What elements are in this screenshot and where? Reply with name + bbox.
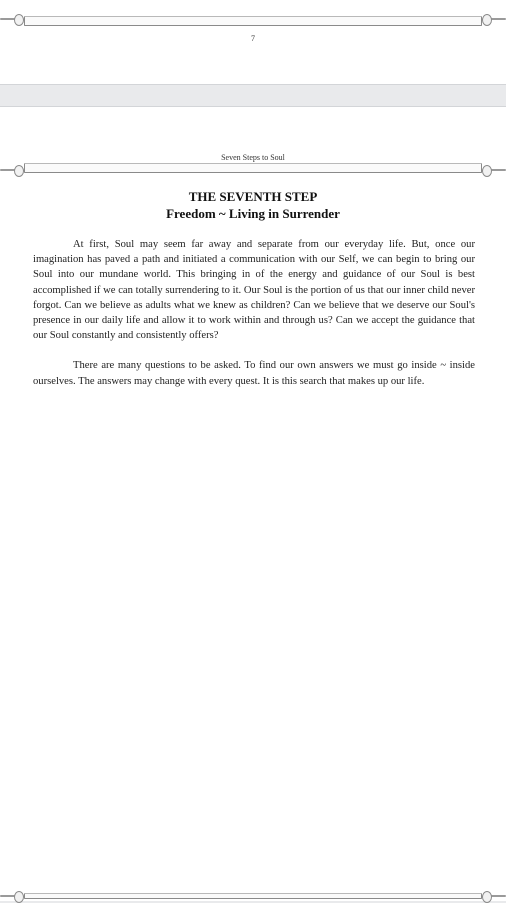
scroll-end-right-icon xyxy=(482,14,506,24)
header-rule xyxy=(24,16,482,26)
paragraph: At first, Soul may seem far away and separate from our everyday life. But, once our imagination has paved a path and initiated a communication with our Self, we can begin to bring our Soul into our mundane world. This bringing in of the energy and guidance of our Soul is best accomplished if we can totally surrendering to it. Our Soul is the portion of us that our inner child never forgot. Can we believe as adults what we knew as children? Can we believe that we deserve our Soul's presence in our daily life and allow it to work within and through us? Can we accept the guidance that our Soul constantly and consistently offers? xyxy=(33,239,475,342)
chapter-subtitle: Freedom ~ Living in Surrender xyxy=(166,206,340,221)
chapter-body xyxy=(33,237,475,404)
next-page-header-rule xyxy=(24,893,482,899)
current-page xyxy=(0,106,506,901)
chapter-title: THE SEVENTH STEP xyxy=(188,189,318,204)
running-head: Seven Steps to Soul xyxy=(221,153,285,162)
scroll-end-right-icon xyxy=(482,165,506,175)
page-number: 7 xyxy=(251,34,255,43)
scroll-end-left-icon xyxy=(0,14,24,24)
scroll-end-left-icon xyxy=(0,165,24,175)
header-rule xyxy=(24,163,482,173)
paragraph: There are many questions to be asked. To find our own answers we must go inside ~ inside ourselves. The answers may change with every quest. It is this search that makes up our life. xyxy=(33,360,475,387)
previous-page xyxy=(0,0,506,85)
